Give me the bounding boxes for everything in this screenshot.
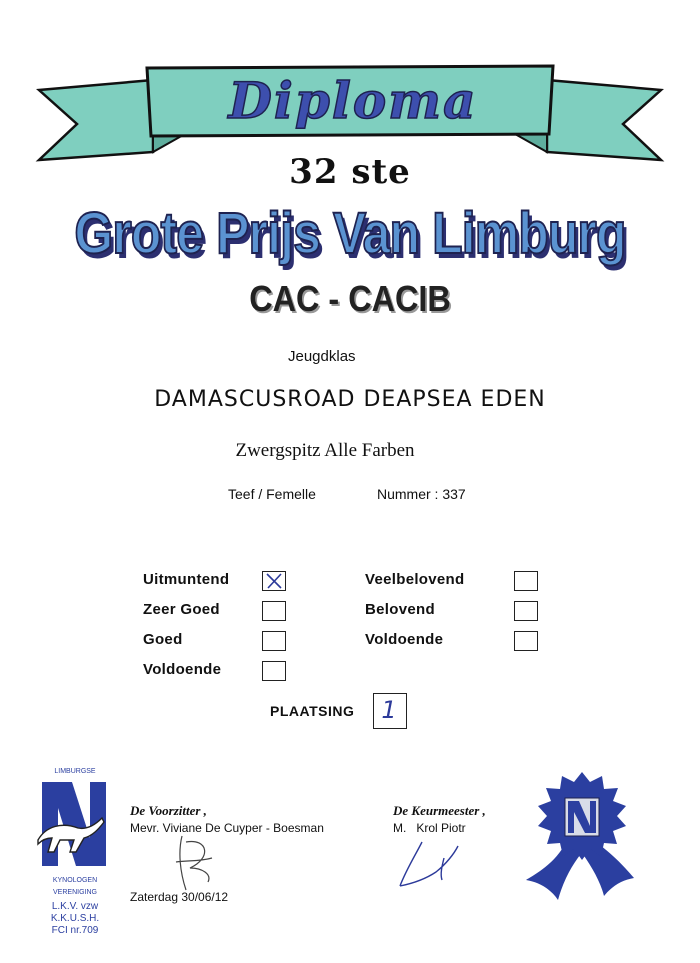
grade-label-voldoende-right: Voldoende: [365, 631, 444, 648]
chairman-role: De Voorzitter ,: [130, 803, 207, 818]
check-x-icon: [263, 572, 285, 590]
logo-org-1: L.K.V. vzw: [51, 901, 99, 912]
placement-value: 1: [381, 696, 397, 724]
sex-label: Teef / Femelle: [228, 486, 316, 502]
class-label: Jeugdklas: [288, 348, 356, 365]
grade-checkbox-uitmuntend[interactable]: [262, 571, 286, 591]
grade-label-veelbelovend: Veelbelovend: [365, 571, 465, 588]
grade-checkbox-zeer-goed[interactable]: [262, 601, 286, 621]
event-subtitle: CAC - CACIB: [249, 278, 451, 319]
judge-signature: [396, 832, 468, 890]
breed: Zwergspitz Alle Farben: [235, 440, 415, 461]
grade-checkbox-goed[interactable]: [262, 631, 286, 651]
grade-label-voldoende-left: Voldoende: [143, 661, 222, 678]
judge-role: De Keurmeester ,: [393, 803, 486, 818]
event-title: Grote Prijs Van Limburg: [74, 201, 626, 266]
grade-checkbox-voldoende-left[interactable]: [262, 661, 286, 681]
signature-date: Zaterdag 30/06/12: [130, 890, 229, 904]
grade-label-uitmuntend: Uitmuntend: [143, 571, 230, 588]
dog-name: DAMASCUSROAD DEAPSEA EDEN: [154, 387, 546, 412]
chairman-name: Mevr. Viviane De Cuyper - Boesman: [130, 821, 324, 835]
grade-checkbox-veelbelovend[interactable]: [514, 571, 538, 591]
entry-number: Nummer : 337: [377, 486, 466, 502]
logo-org-3: FCI nr.709: [51, 925, 99, 936]
logo-org-2: K.K.U.S.H.: [50, 913, 100, 924]
club-logo: [32, 766, 118, 937]
grade-label-belovend: Belovend: [365, 601, 435, 618]
rosette-icon: [512, 768, 652, 903]
grade-label-zeer-goed: Zeer Goed: [143, 601, 220, 618]
placement-label: PLAATSING: [270, 703, 355, 719]
logo-top-text: LIMBURGSE: [54, 768, 96, 775]
diploma-banner: [35, 62, 665, 162]
edition-number: 32 ste: [289, 152, 411, 192]
grade-label-goed: Goed: [143, 631, 183, 648]
chairman-signature: [168, 832, 228, 894]
banner-text: Diploma: [228, 71, 478, 130]
grade-checkbox-voldoende-right[interactable]: [514, 631, 538, 651]
logo-bottom-text: KYNOLOGEN VERENIGING: [52, 877, 98, 896]
kennel-club-emblem: [32, 778, 118, 870]
grade-checkbox-belovend[interactable]: [514, 601, 538, 621]
judge-name: M. Krol Piotr: [393, 821, 466, 835]
